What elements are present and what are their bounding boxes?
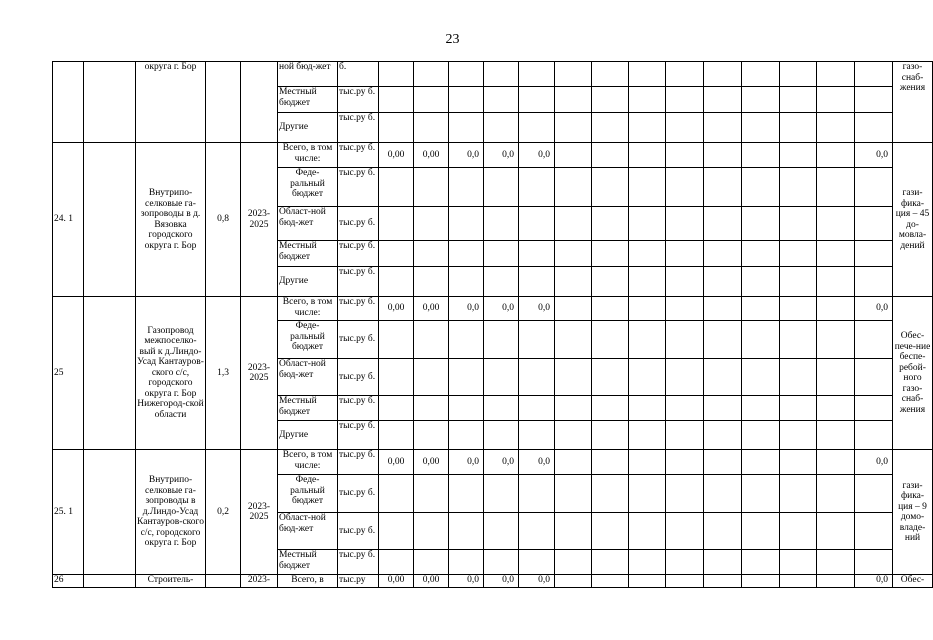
funding-source-cell: Местный бюджет [278, 241, 338, 267]
funding-source-cell: Всего, в том числе: [278, 143, 338, 168]
value-cell: 0,0 [855, 575, 893, 588]
unit-cell: тыс.ру б. [338, 168, 379, 207]
funding-source-cell: Другие [278, 421, 338, 450]
note-cell: гази-фика-ция – 45 до-мовла-дений [893, 143, 933, 297]
funding-source-cell: Другие [278, 113, 338, 143]
funding-source-cell: Област-ной бюд-жет [278, 359, 338, 396]
unit-cell: тыс.ру б. [338, 241, 379, 267]
period-cell: 2023-2025 [241, 450, 278, 575]
unit-cell: тыс.ру б. [338, 513, 379, 550]
note-cell: гази-фика-ция – 9 домо-владе-ний [893, 450, 933, 575]
unit-cell: тыс.ру б. [338, 396, 379, 421]
row-number-cell [53, 62, 84, 143]
length-cell: 0,8 [206, 143, 241, 297]
funding-source-cell: Другие [278, 267, 338, 297]
object-name-cell: Внутрипо-селковые га-зопроводы в д. Вязовка городского округа г. Бор [136, 143, 206, 297]
note-cell: газо-снаб-жения [893, 62, 933, 143]
row-number-cell: 25. 1 [53, 450, 84, 575]
table-row [53, 575, 933, 588]
unit-cell: тыс.ру б. [338, 297, 379, 321]
funding-source-cell: Всего, в том числе: [278, 450, 338, 475]
unit-cell: тыс.ру б. [338, 450, 379, 475]
object-name-cell: Строитель- [136, 575, 206, 588]
funding-source-cell: Област-ной бюд-жет [278, 513, 338, 550]
period-cell: 2023-2025 [241, 143, 278, 297]
value-cell: 0,0 [855, 450, 893, 475]
value-cell: 0,0 [519, 575, 555, 588]
funding-source-cell: Местный бюджет [278, 550, 338, 575]
row-number-cell: 25 [53, 297, 84, 450]
table-row [53, 450, 933, 475]
funding-source-cell: Феде-ральный бюджет [278, 475, 338, 513]
value-cell: 0,0 [855, 297, 893, 321]
funding-source-cell: ной бюд-жет [278, 62, 338, 87]
object-name-cell: округа г. Бор [136, 62, 206, 143]
note-cell: Обес-пече-ние беспе-ребой-ного газо-снаб-жения [893, 297, 933, 450]
value-cell: 0,0 [519, 297, 555, 321]
value-cell: 0,00 [414, 297, 449, 321]
table-row [53, 297, 933, 321]
value-cell: 0,0 [449, 297, 484, 321]
value-cell: 0,0 [519, 143, 555, 168]
value-cell: 0,0 [484, 143, 519, 168]
value-cell: 0,00 [379, 143, 414, 168]
period-cell: 2023-2025 [241, 297, 278, 450]
value-cell: 0,00 [414, 143, 449, 168]
unit-cell: тыс.ру б. [338, 143, 379, 168]
funding-source-cell: Феде-ральный бюджет [278, 168, 338, 207]
page-number: 23 [445, 32, 460, 47]
value-cell: 0,0 [449, 450, 484, 475]
length-cell: 0,2 [206, 450, 241, 575]
value-cell: 0,0 [484, 297, 519, 321]
value-cell: 0,0 [449, 143, 484, 168]
row-number-cell: 26 [53, 575, 84, 588]
program-table [52, 61, 933, 588]
funding-source-cell: Всего, в том числе: [278, 297, 338, 321]
unit-cell: тыс.ру б. [338, 475, 379, 513]
value-cell: 0,00 [379, 575, 414, 588]
note-cell: Обес- [893, 575, 933, 588]
funding-source-cell: Местный бюджет [278, 87, 338, 113]
value-cell: 0,0 [855, 143, 893, 168]
object-name-cell: Газопровод межпоселко-вый к д.Линдо-Усад Кантауров-ского с/с, городского округа г. Бор Нижегород-ской области [136, 297, 206, 450]
table-row [53, 143, 933, 168]
unit-cell: б. [338, 62, 379, 87]
unit-cell: тыс.ру б. [338, 207, 379, 241]
unit-cell: тыс.ру б. [338, 359, 379, 396]
value-cell: 0,00 [379, 297, 414, 321]
value-cell: 0,0 [519, 450, 555, 475]
funding-source-cell: Всего, в [278, 575, 338, 588]
unit-cell: тыс.ру б. [338, 113, 379, 143]
funding-source-cell: Феде-ральный бюджет [278, 321, 338, 359]
unit-cell: тыс.ру б. [338, 550, 379, 575]
unit-cell: тыс.ру б. [338, 87, 379, 113]
table-row [53, 62, 933, 87]
unit-cell: тыс.ру [338, 575, 379, 588]
funding-source-cell: Местный бюджет [278, 396, 338, 421]
length-cell: 1,3 [206, 297, 241, 450]
row-number-cell: 24. 1 [53, 143, 84, 297]
object-name-cell: Внутрипо-селковые га-зопроводы в д.Линдо-Усад Кантауров-ского с/с, городского округа г. Бор [136, 450, 206, 575]
value-cell: 0,00 [379, 450, 414, 475]
unit-cell: тыс.ру б. [338, 267, 379, 297]
funding-source-cell: Област-ной бюд-жет [278, 207, 338, 241]
unit-cell: тыс.ру б. [338, 321, 379, 359]
value-cell: 0,00 [414, 450, 449, 475]
value-cell: 0,0 [484, 575, 519, 588]
value-cell: 0,0 [484, 450, 519, 475]
value-cell: 0,00 [414, 575, 449, 588]
value-cell: 0,0 [449, 575, 484, 588]
unit-cell: тыс.ру б. [338, 421, 379, 450]
period-cell: 2023- [241, 575, 278, 588]
